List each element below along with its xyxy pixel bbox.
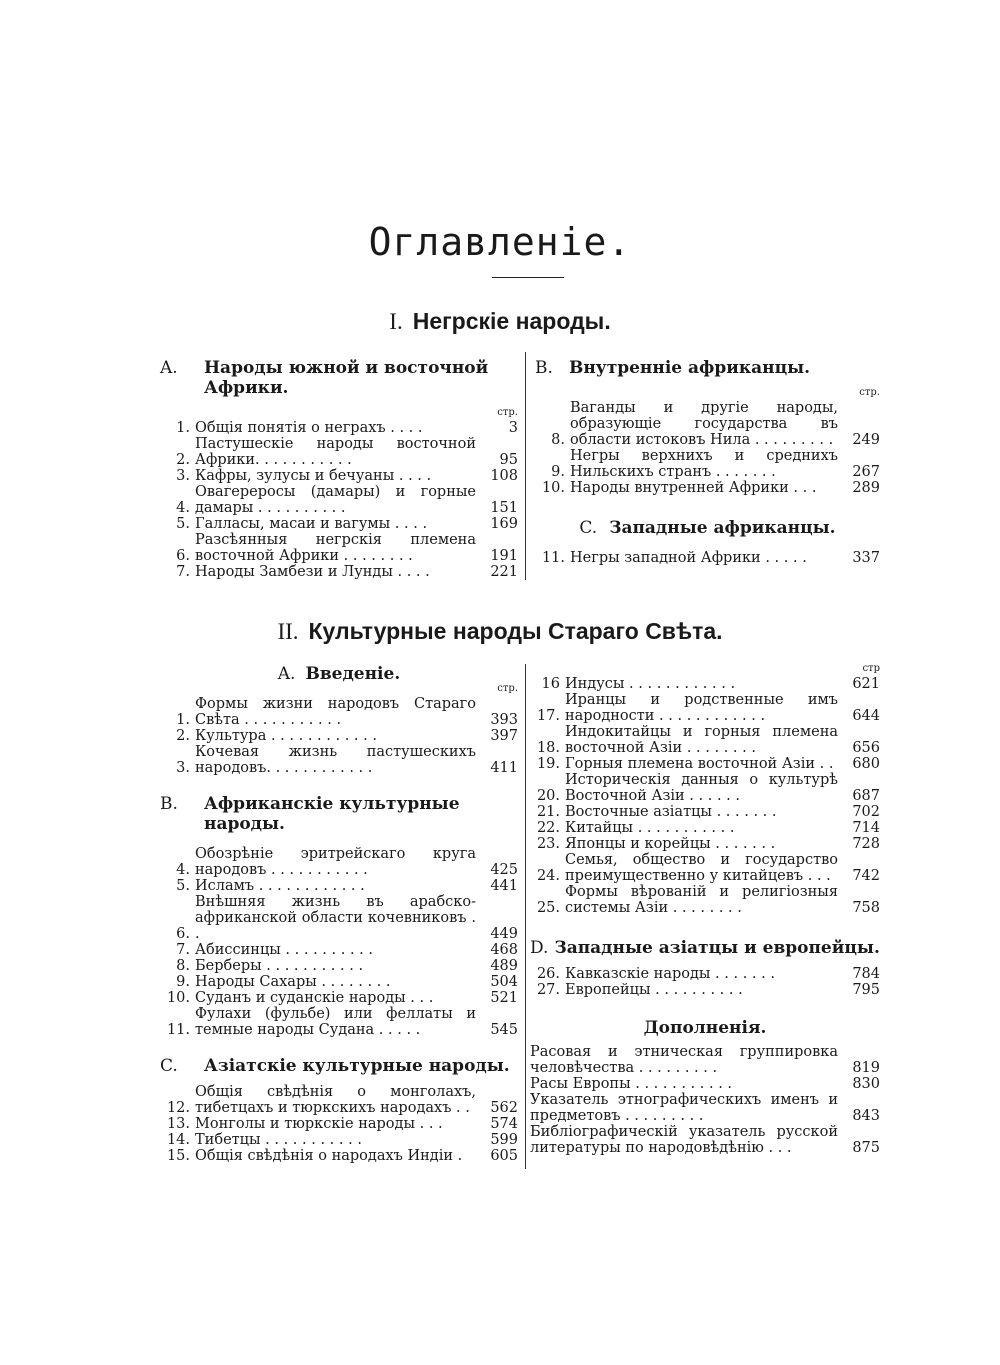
entry-page: 289 xyxy=(852,480,880,496)
entry-page: 795 xyxy=(852,982,880,998)
entry-title: Негры верхнихъ и среднихъ Нильскихъ странъ . . . . . . . xyxy=(570,448,838,480)
toc-entry xyxy=(160,744,518,776)
toc-entry xyxy=(530,772,880,804)
toc-entry xyxy=(160,1084,518,1116)
toc-entry xyxy=(160,1116,518,1132)
entry-number: 11. xyxy=(541,550,565,566)
entry-title: Европейцы . . . . . . . . . . xyxy=(565,982,743,998)
toc-entry xyxy=(530,884,880,916)
toc-entry xyxy=(160,420,518,436)
entry-page: 151 xyxy=(490,500,518,516)
entry-title: Иранцы и родственные имъ народности . . . . . . . . . . . . xyxy=(565,692,838,724)
entry-page: 687 xyxy=(852,788,880,804)
entry-page: 728 xyxy=(852,836,880,852)
section-title: Внутренніе африканцы. xyxy=(569,358,811,378)
section-letter: A. xyxy=(277,664,296,684)
toc-entry xyxy=(160,1132,518,1148)
entry-number: 21. xyxy=(536,804,560,820)
supplements-heading: Дополненія. xyxy=(643,1018,767,1038)
entry-number: 1. xyxy=(176,420,190,436)
entry-page: 504 xyxy=(490,974,518,990)
entry-number: 19. xyxy=(536,756,560,772)
entry-title: Исламъ . . . . . . . . . . . . xyxy=(195,878,365,894)
entry-page: 468 xyxy=(490,942,518,958)
entry-title: Ваганды и другіе народы, образующіе государства въ области истоковъ Нила . . . . . . . . . xyxy=(570,400,838,448)
toc-list xyxy=(160,420,518,580)
toc-entry xyxy=(530,756,880,772)
section-heading xyxy=(535,358,880,378)
entry-number: 5. xyxy=(176,516,190,532)
entry-title: Пастушескіе народы восточной Африки. . . . . . . . . . . xyxy=(195,436,476,468)
entry-title: Китайцы . . . . . . . . . . . xyxy=(565,820,735,836)
section-heading xyxy=(530,938,880,958)
toc-entry xyxy=(530,692,880,724)
toc-entry xyxy=(535,400,880,448)
entry-number: 24. xyxy=(536,868,560,884)
entry-number: 8. xyxy=(551,432,565,448)
section-letter: C. xyxy=(160,1056,178,1076)
entry-title: Кавказскіе народы . . . . . . . xyxy=(565,966,775,982)
entry-title: Кочевая жизнь пастушескихъ народовъ. . . . . . . . . . . . xyxy=(195,744,476,776)
entry-title: Расовая и этническая группировка человѣчества . . . . . . . . . xyxy=(530,1044,838,1076)
toc-list xyxy=(530,966,880,998)
entry-title: Обозрѣніе эритрейскаго круга народовъ . . . . . . . . . . . xyxy=(195,846,476,878)
toc-entry xyxy=(160,990,518,1006)
entry-page: 714 xyxy=(852,820,880,836)
toc-entry xyxy=(160,436,518,468)
entry-page: 489 xyxy=(490,958,518,974)
entry-number: 15. xyxy=(166,1148,190,1164)
section-title: Африканскіе культурные народы. xyxy=(204,794,460,834)
section-title: Народы южной и восточной Африки. xyxy=(204,358,489,398)
entry-page: 562 xyxy=(490,1100,518,1116)
entry-number: 1. xyxy=(176,712,190,728)
section-title: Западные азіатцы и европейцы. xyxy=(554,938,880,958)
toc-entry xyxy=(160,516,518,532)
entry-page: 441 xyxy=(490,878,518,894)
toc-entry xyxy=(530,852,880,884)
entry-page: 875 xyxy=(852,1140,880,1156)
entry-page: 249 xyxy=(852,432,880,448)
entry-page: 599 xyxy=(490,1132,518,1148)
toc-entry xyxy=(160,894,518,942)
entry-number: 7. xyxy=(176,942,190,958)
entry-number: 13. xyxy=(166,1116,190,1132)
entry-title: Расы Европы . . . . . . . . . . . xyxy=(530,1076,733,1092)
entry-title: Указатель этнографическихъ именъ и предметовъ . . . . . . . . . xyxy=(530,1092,838,1124)
part-1-left-column xyxy=(160,358,518,580)
entry-number: 8. xyxy=(176,958,190,974)
toc-entry xyxy=(530,982,880,998)
toc-list xyxy=(530,676,880,916)
toc-list xyxy=(160,1084,518,1164)
part-1-name: Негрскіе народы. xyxy=(412,308,611,334)
entry-page: 830 xyxy=(852,1076,880,1092)
entry-number: 27. xyxy=(536,982,560,998)
toc-entry xyxy=(535,448,880,480)
entry-title: Галласы, масаи и вагумы . . . . xyxy=(195,516,428,532)
toc-entry xyxy=(530,1124,880,1156)
entry-number: 23. xyxy=(536,836,560,852)
entry-number: 4. xyxy=(176,500,190,516)
entry-number: 10. xyxy=(166,990,190,1006)
entry-page: 425 xyxy=(490,862,518,878)
entry-page: 621 xyxy=(852,676,880,692)
entry-page: 784 xyxy=(852,966,880,982)
entry-page: 843 xyxy=(852,1108,880,1124)
page-column-label: стр. xyxy=(859,387,880,398)
entry-title: Горныя племена восточной Азіи . . xyxy=(565,756,834,772)
entry-page: 574 xyxy=(490,1116,518,1132)
entry-title: Разсѣянныя негрскія племена восточной Африки . . . . . . . . xyxy=(195,532,476,564)
toc-entry xyxy=(530,966,880,982)
entry-number: 17. xyxy=(536,708,560,724)
toc-entry xyxy=(160,1006,518,1038)
toc-entry xyxy=(530,724,880,756)
part-1-numeral: I. xyxy=(389,309,403,334)
toc-entry xyxy=(530,676,880,692)
entry-title: Фулахи (фульбе) или феллаты и темные народы Судана . . . . . xyxy=(195,1006,476,1038)
entry-title: Индокитайцы и горныя племена восточной Азіи . . . . . . . . xyxy=(565,724,838,756)
section-heading xyxy=(160,1056,518,1076)
entry-title: Общія свѣдѣнія о монголахъ, тибетцахъ и тюркскихъ народахъ . . xyxy=(195,1084,476,1116)
section-letter: B. xyxy=(535,358,553,378)
entry-page: 521 xyxy=(490,990,518,1006)
entry-title: Абиссинцы . . . . . . . . . . xyxy=(195,942,373,958)
entry-number: 2. xyxy=(176,728,190,744)
toc-entry xyxy=(160,974,518,990)
entry-page: 742 xyxy=(852,868,880,884)
entry-number: 3. xyxy=(176,760,190,776)
entry-number: 6. xyxy=(176,548,190,564)
toc-entry xyxy=(160,484,518,516)
entry-number: 22. xyxy=(536,820,560,836)
entry-title: Формы жизни народовъ Стараго Свѣта . . . . . . . . . . . xyxy=(195,696,476,728)
entry-title: Народы Замбези и Лунды . . . . xyxy=(195,564,430,580)
section-letter: B. xyxy=(160,794,178,814)
entry-title: Тибетцы . . . . . . . . . . . xyxy=(195,1132,362,1148)
entry-page: 397 xyxy=(490,728,518,744)
entry-number: 4. xyxy=(176,862,190,878)
part-2-name: Культурные народы Стараго Свѣта. xyxy=(308,618,723,644)
entry-title: Народы Сахары . . . . . . . . xyxy=(195,974,391,990)
entry-page: 95 xyxy=(499,452,518,468)
entry-page: 545 xyxy=(490,1022,518,1038)
entry-number: 10. xyxy=(541,480,565,496)
toc-entry xyxy=(530,836,880,852)
toc-entry xyxy=(530,1076,880,1092)
entry-page: 169 xyxy=(490,516,518,532)
section-letter: A. xyxy=(160,358,178,378)
section-title: Введеніе. xyxy=(305,664,401,684)
entry-page: 449 xyxy=(490,926,518,942)
toc-entry xyxy=(160,564,518,580)
entry-page: 221 xyxy=(490,564,518,580)
page-column-label: стр. xyxy=(497,683,518,694)
entry-title: Индусы . . . . . . . . . . . . xyxy=(565,676,736,692)
toc-entry xyxy=(530,804,880,820)
entry-number: 7. xyxy=(176,564,190,580)
section-letter: D. xyxy=(530,938,549,958)
toc-list xyxy=(535,550,880,566)
toc-entry xyxy=(535,480,880,496)
entry-page: 819 xyxy=(852,1060,880,1076)
entry-page: 644 xyxy=(852,708,880,724)
title-rule xyxy=(492,277,564,278)
section-heading xyxy=(160,358,518,398)
entry-number: 2. xyxy=(176,452,190,468)
toc-entry xyxy=(160,878,518,894)
entry-title: Культура . . . . . . . . . . . . xyxy=(195,728,377,744)
page-column-label: стр xyxy=(862,663,880,674)
entry-title: Берберы . . . . . . . . . . . xyxy=(195,958,364,974)
entry-title: Восточные азіатцы . . . . . . . xyxy=(565,804,777,820)
entry-page: 680 xyxy=(852,756,880,772)
entry-number: 26. xyxy=(536,966,560,982)
toc-list xyxy=(160,846,518,1038)
part-2-numeral: II. xyxy=(277,619,299,644)
toc-entry xyxy=(530,1092,880,1124)
entry-title: Народы внутренней Африки . . . xyxy=(570,480,817,496)
section-title: Западные африканцы. xyxy=(609,518,836,538)
part-2-right-column xyxy=(530,662,880,1156)
toc-list xyxy=(530,1044,880,1156)
entry-number: 5. xyxy=(176,878,190,894)
toc-entry xyxy=(160,532,518,564)
entry-title: Общія свѣдѣнія о народахъ Индіи . xyxy=(195,1148,463,1164)
entry-number: 20. xyxy=(536,788,560,804)
entry-page: 702 xyxy=(852,804,880,820)
part-2-left-column xyxy=(160,666,518,1164)
toc-entry xyxy=(160,468,518,484)
toc-list xyxy=(535,400,880,496)
entry-title: Овагереросы (дамары) и горные дамары . . . . . . . . . . xyxy=(195,484,476,516)
entry-number: 14. xyxy=(166,1132,190,1148)
entry-number: 9. xyxy=(551,464,565,480)
part-1-right-column xyxy=(535,358,880,566)
entry-title: Общія понятія о неграхъ . . . . xyxy=(195,420,423,436)
section-heading xyxy=(160,794,518,834)
entry-title: Историческія данныя о культурѣ Восточной Азіи . . . . . . xyxy=(565,772,838,804)
page-column-label: стр. xyxy=(497,407,518,418)
entry-title: Кафры, зулусы и бечуаны . . . . xyxy=(195,468,432,484)
entry-page: 411 xyxy=(490,760,518,776)
toc-entry xyxy=(160,696,518,728)
section-title: Азіатскіе культурные народы. xyxy=(204,1056,510,1076)
toc-entry xyxy=(530,1044,880,1076)
entry-number: 18. xyxy=(536,740,560,756)
entry-number: 6. xyxy=(176,926,190,942)
entry-number: 11. xyxy=(166,1022,190,1038)
entry-title: Библіографическій указатель русской литературы по народовѣдѣнію . . . xyxy=(530,1124,838,1156)
entry-title: Монголы и тюркскіе народы . . . xyxy=(195,1116,443,1132)
toc-entry xyxy=(160,728,518,744)
entry-number: 12. xyxy=(166,1100,190,1116)
toc-entry xyxy=(160,846,518,878)
page-title: Оглавленіе. xyxy=(368,220,632,264)
column-divider xyxy=(525,664,526,1169)
entry-title: Суданъ и суданскіе народы . . . xyxy=(195,990,434,1006)
entry-page: 191 xyxy=(490,548,518,564)
entry-number: 16 xyxy=(541,676,560,692)
entry-page: 605 xyxy=(490,1148,518,1164)
entry-title: Семья, общество и государство преимущественно у китайцевъ . . . xyxy=(565,852,838,884)
entry-title: Внѣшняя жизнь въ арабско-африканской области кочевниковъ . . xyxy=(195,894,476,942)
toc-entry xyxy=(160,958,518,974)
column-divider xyxy=(525,352,526,580)
section-heading xyxy=(535,518,880,538)
entry-page: 758 xyxy=(852,900,880,916)
entry-number: 9. xyxy=(176,974,190,990)
section-letter: C. xyxy=(579,518,598,538)
entry-page: 656 xyxy=(852,740,880,756)
entry-page: 393 xyxy=(490,712,518,728)
entry-page: 108 xyxy=(490,468,518,484)
toc-list xyxy=(160,696,518,776)
toc-entry xyxy=(160,1148,518,1164)
entry-title: Негры западной Африки . . . . . xyxy=(570,550,807,566)
section-heading xyxy=(160,666,518,682)
entry-title: Формы вѣрованій и религіозныя системы Азіи . . . . . . . . xyxy=(565,884,838,916)
entry-page: 267 xyxy=(852,464,880,480)
entry-number: 25. xyxy=(536,900,560,916)
entry-number: 3. xyxy=(176,468,190,484)
toc-entry xyxy=(535,550,880,566)
entry-page: 3 xyxy=(508,420,518,436)
toc-entry xyxy=(160,942,518,958)
part-1-heading xyxy=(0,308,1000,335)
part-2-heading xyxy=(0,618,1000,645)
entry-page: 337 xyxy=(852,550,880,566)
entry-title: Японцы и корейцы . . . . . . . xyxy=(565,836,776,852)
toc-entry xyxy=(530,820,880,836)
